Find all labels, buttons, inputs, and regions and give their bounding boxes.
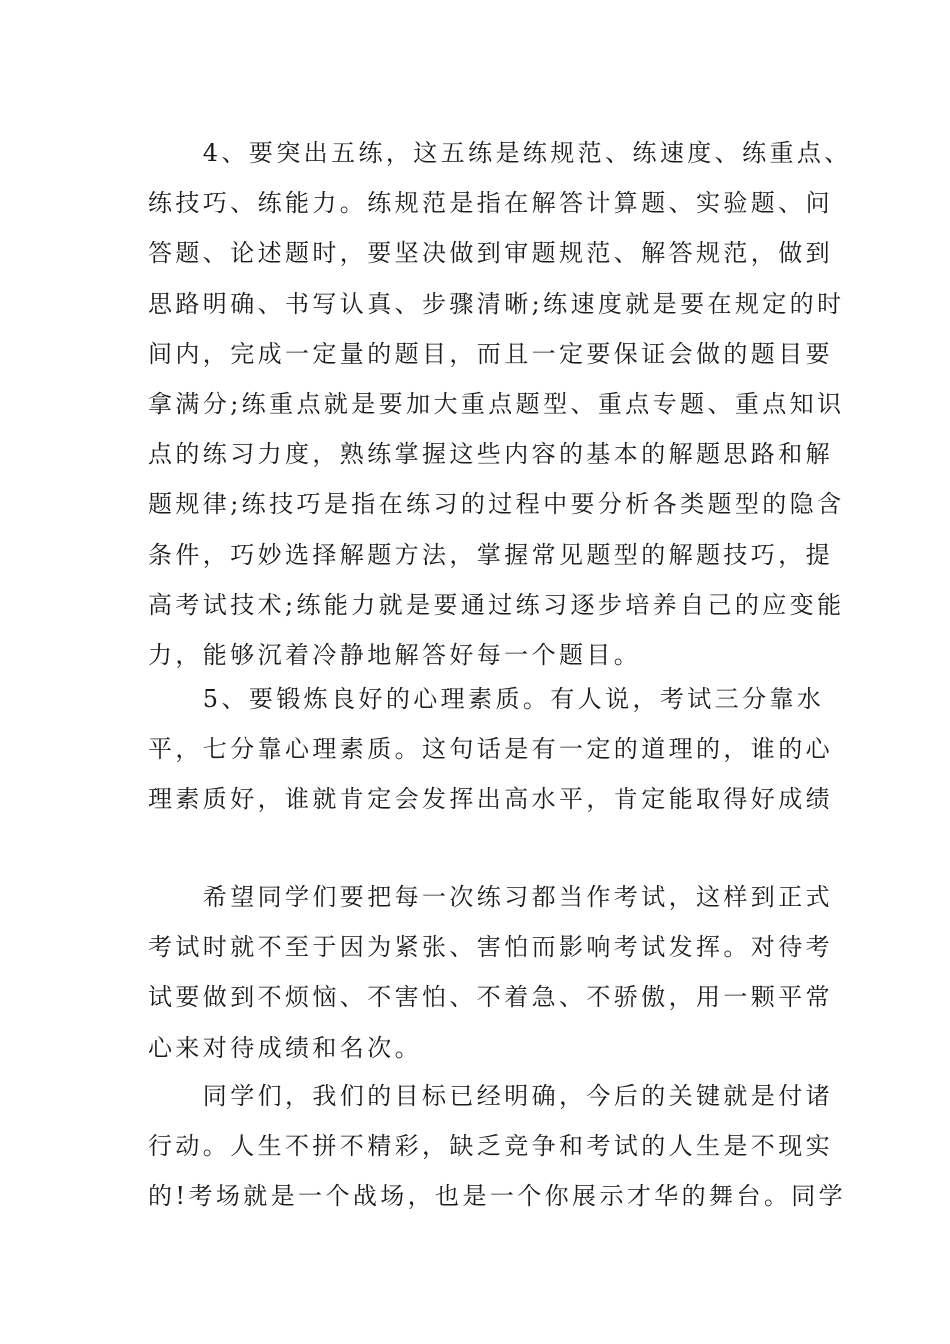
paragraph-practice-as-exam xyxy=(148,872,833,1073)
text-line: 心来对待成绩和名次。 xyxy=(148,1033,422,1062)
text-line: 练技巧、练能力。练规范是指在解答计算题、实验题、问 xyxy=(148,189,833,218)
text-line: 高考试技术;练能力就是要通过练习逐步培养自己的应变能 xyxy=(148,590,845,619)
text-line: 平，七分靠心理素质。这句话是有一定的道理的，谁的心 xyxy=(148,735,833,764)
text-line: 同学们，我们的目标已经明确，今后的关键就是付诸 xyxy=(148,1082,833,1110)
text-line: 5、要锻炼良好的心理素质。有人说，考试三分靠水 xyxy=(148,685,825,713)
text-line: 行动。人生不拼不精彩，缺乏竞争和考试的人生是不现实 xyxy=(148,1132,833,1161)
paragraph-five-practices xyxy=(148,128,852,680)
text-line: 试要做到不烦恼、不害怕、不着急、不骄傲，用一颗平常 xyxy=(148,983,833,1012)
text-line: 条件，巧妙选择解题方法，掌握常见题型的解题技巧，提 xyxy=(148,540,833,569)
text-line: 点的练习力度，熟练掌握这些内容的基本的解题思路和解 xyxy=(148,440,833,469)
text-line: 答题、论述题时，要坚决做到审题规范、解答规范，做到 xyxy=(148,239,833,268)
paragraph-call-to-action xyxy=(148,1071,847,1222)
text-line: 拿满分;练重点就是要加大重点题型、重点专题、重点知识 xyxy=(148,389,845,418)
paragraph-psychology xyxy=(148,674,833,825)
text-line: 理素质好，谁就肯定会发挥出高水平，肯定能取得好成绩 xyxy=(148,785,833,814)
text-line: 力，能够沉着冷静地解答好每一个题目。 xyxy=(148,640,642,669)
text-line: 4、要突出五练，这五练是练规范、练速度、练重点、 xyxy=(148,139,852,167)
text-line: 思路明确、书写认真、步骤清晰;练速度就是要在规定的时 xyxy=(148,289,845,318)
text-line: 考试时就不至于因为紧张、害怕而影响考试发挥。对待考 xyxy=(148,933,833,962)
text-line: 题规律;练技巧是指在练习的过程中要分析各类题型的隐含 xyxy=(148,490,845,519)
text-line: 希望同学们要把每一次练习都当作考试，这样到正式 xyxy=(148,883,833,911)
text-line: 的!考场就是一个战场，也是一个你展示才华的舞台。同学 xyxy=(148,1182,847,1211)
text-line: 间内，完成一定量的题目，而且一定要保证会做的题目要 xyxy=(148,339,833,368)
